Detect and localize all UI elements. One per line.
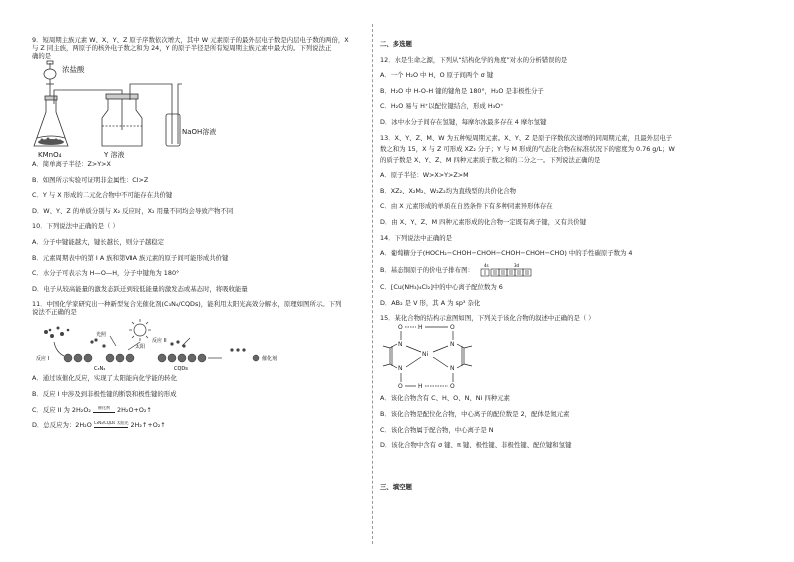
atom-ni: Ni [422,351,429,359]
atom-n: N [398,341,403,349]
atom-o: O [450,383,455,391]
q11-option-d: D．总反应为：2H₂O C₃N₄/CQDs 太阳光 2H₂↑+O₂↑ [32,421,166,430]
q11-c-product: 2H₂O+O₂↑ [117,405,152,414]
q13-stem-line: 13．X、Y、Z、M、W 为五种短周期元素。X、Y、Z 是原子序数依次递增的同周期元素，且最外层电子 [380,133,673,142]
question-12 [380,56,760,126]
q11-stem-line: 说法不正确的是 [32,308,77,317]
q13-stem-line: 数之和为 15，X 与 Z 可形成 XZ₂ 分子；Y 与 M 形成的气态化合物在标准状况下的密度为 0.76 g/L；W [380,144,675,153]
question-9 [32,36,364,215]
q15-structure-figure [380,322,760,394]
q9-option-c: C．Y 与 X 形成的二元化合物中不可能存在共价键 [32,191,173,200]
label-y-solution: Y 溶液 [104,151,125,159]
q14-stem: 14．下列说法中正确的是 [380,233,453,242]
q12-option-b: B．H₂O 中 H-O-H 键的键角是 180°，H₂O 是非极性分子 [380,86,544,95]
q15-stem: 15．某化合物的结构示意图如图，下列关于该化合物的叙述中正确的是（ ） [380,314,595,323]
q15-option-c: C．该化合物属于配合物，中心离子是 N [380,425,494,434]
label-conc-hcl: 浓盐酸 [62,65,85,74]
q12-option-a: A．一个 H₂O 中 H、O 原子间两个 σ 键 [380,71,494,80]
apparatus-diagram [32,60,232,160]
q13-option-b: B．XZ₂、X₂M₂、W₂Z₂均为直线型的共价化合物 [380,186,517,195]
q9-stem-line: 9．短周期主族元素 W、X、Y、Z 原子序数依次增大，其中 W 元素原子的最外层电子数是内层电子数的两倍，X [32,36,349,44]
q13-option-a: A．原子半径：W>X>Y>Z>M [380,171,469,180]
q15-option-a: A．该化合物含有 C、H、O、N、Ni 四种元素 [380,394,510,403]
q12-option-c: C．H₂O 易与 H⁺以配位键结合，形成 H₃O⁺ [380,102,504,111]
q10-option-b: B．元素周期表中的第 I A 族和第ⅦA 族元素的原子间可能形成共价键 [32,253,229,262]
q11-mechanism-figure [32,316,364,374]
q11-option-a: A．通过该催化反应，实现了太阳能向化学能的转化 [32,374,177,383]
q12-stem: 12．水是生命之源，下列从“结构化学的角度”对水的分析错误的是 [380,55,568,64]
q13-stem-line: 的质子数是 X、Y、Z、M 四种元素质子数之和的二分之一。下列说法正确的是 [380,155,601,164]
q14-option-c: C．[Cu(NH₃)₄Cl₂]中的中心离子配位数为 6 [380,283,503,292]
orbital-label-3d: 3d [513,263,519,269]
atom-n: N [398,365,403,373]
q10-option-c: C．水分子可表示为 H—O—H，分子中键角为 180° [32,269,180,278]
orbital-diagram [476,263,546,277]
atom-h: H [418,383,423,391]
q9-option-a: A．简单离子半径：Z>Y>X [32,160,111,168]
sun-icon [129,319,151,341]
label-illumination: 光照 [96,332,107,339]
q11-c-condition: 催化剂 [97,405,110,410]
orbital-label-4s: 4s [483,263,489,269]
label-cqds: CQDs [174,366,188,373]
right-column [380,40,760,491]
q11-option-c: C．反应 II 为 2H₂O₂ 催化剂 2H₂O+O₂↑ [32,405,152,414]
question-14 [380,234,760,307]
question-13 [380,134,760,226]
label-sun: 太阳 [135,344,146,351]
q12-option-d: D．冰中水分子间存在氢键，每摩尔冰最多存在 4 摩尔氢键 [380,117,547,126]
q9-apparatus-figure [32,60,364,160]
q11-option-b: B．反应 I 中涉及到非极性键的断裂和极性键的形成 [32,389,177,398]
column-divider [372,24,373,544]
atom-n: N [450,341,455,349]
atom-n: N [450,365,455,373]
q15-option-b: B．该化合物是配位化合物，中心离子的配位数是 2，配体是氮元素 [380,409,570,418]
atom-o: O [398,324,403,332]
section-heading-fill-in: 三、填空题 [380,483,412,492]
nickel-complex-structure [380,322,500,394]
q14-option-b: B．基态铜原子的价电子排布图： 4s 3d [380,262,760,278]
q11-stem-line: 11．中国化学家研究出一种新型复合光催化剂(C₃N₄/CQDs)，能利用太阳光高效分解水，原理如图所示。下列 [32,300,342,309]
q14-option-d: D．AB₂ 是 V 形，其 A 为 sp³ 杂化 [380,298,481,307]
q9-stem-line: 与 Z 同主族，两原子的核外电子数之和为 24，Y 的原子半径是所有短周期主族元素中最大的。下列说法正 [32,44,332,52]
q13-option-d: D．由 X、Y、Z、M 四种元素形成的化合物一定既有离子键，又有共价键 [380,217,587,226]
q13-option-c: C．由 X 元素形成的单质在自然条件下有多种同素异形体存在 [380,202,553,211]
atom-h: H [418,324,423,332]
q10-stem: 10．下列说法中正确的是（ ） [32,222,119,231]
label-reaction-2: 反应 II [152,338,167,345]
q10-option-d: D．电子从较高能量的激发态跃迁到较低能量的激发态或基态时，将吸收能量 [32,284,248,293]
left-column [32,36,364,429]
q11-d-condition: C₃N₄/CQDs 太阳光 [93,421,129,426]
q9-option-d: D．W、Y、Z 的单质分别与 X₂ 反应时，X₂ 用量不同均会导致产物不同 [32,206,234,215]
legend-catalyst-dot [253,355,259,361]
legend-catalyst-label: 催化剂 [262,356,278,363]
q11-d-product: 2H₂↑+O₂↑ [130,421,166,430]
q10-option-a: A．分子中键能越大，键长越长，则分子越稳定 [32,237,165,246]
q9-stem-line: 确的是 [32,52,52,60]
question-15 [380,314,760,449]
q9-option-b: B．如图所示实验可证明非金属性：Cl>Z [32,175,149,184]
label-naoh-solution: NaOH溶液 [182,128,217,136]
label-kmno4: KMnO₄ [38,151,62,159]
label-c3n4: C₃N₄ [94,366,106,373]
atom-o: O [450,324,455,332]
q15-option-d: D．该化合物中含有 σ 键、π 键、极性键、非极性键、配位键和氢键 [380,441,572,450]
q14-option-a: A．葡萄糖分子(HOCH₂−CHOH−CHOH−CHOH−CHOH−CHO) 中的手性碳原子数为 4 [380,249,633,258]
question-10 [32,222,364,292]
label-reaction-1: 反应 I [36,356,50,363]
question-11 [32,300,364,429]
section-heading-multi-choice: 二、多选题 [380,40,412,48]
atom-o: O [398,383,403,391]
photocatalysis-diagram [32,316,292,374]
